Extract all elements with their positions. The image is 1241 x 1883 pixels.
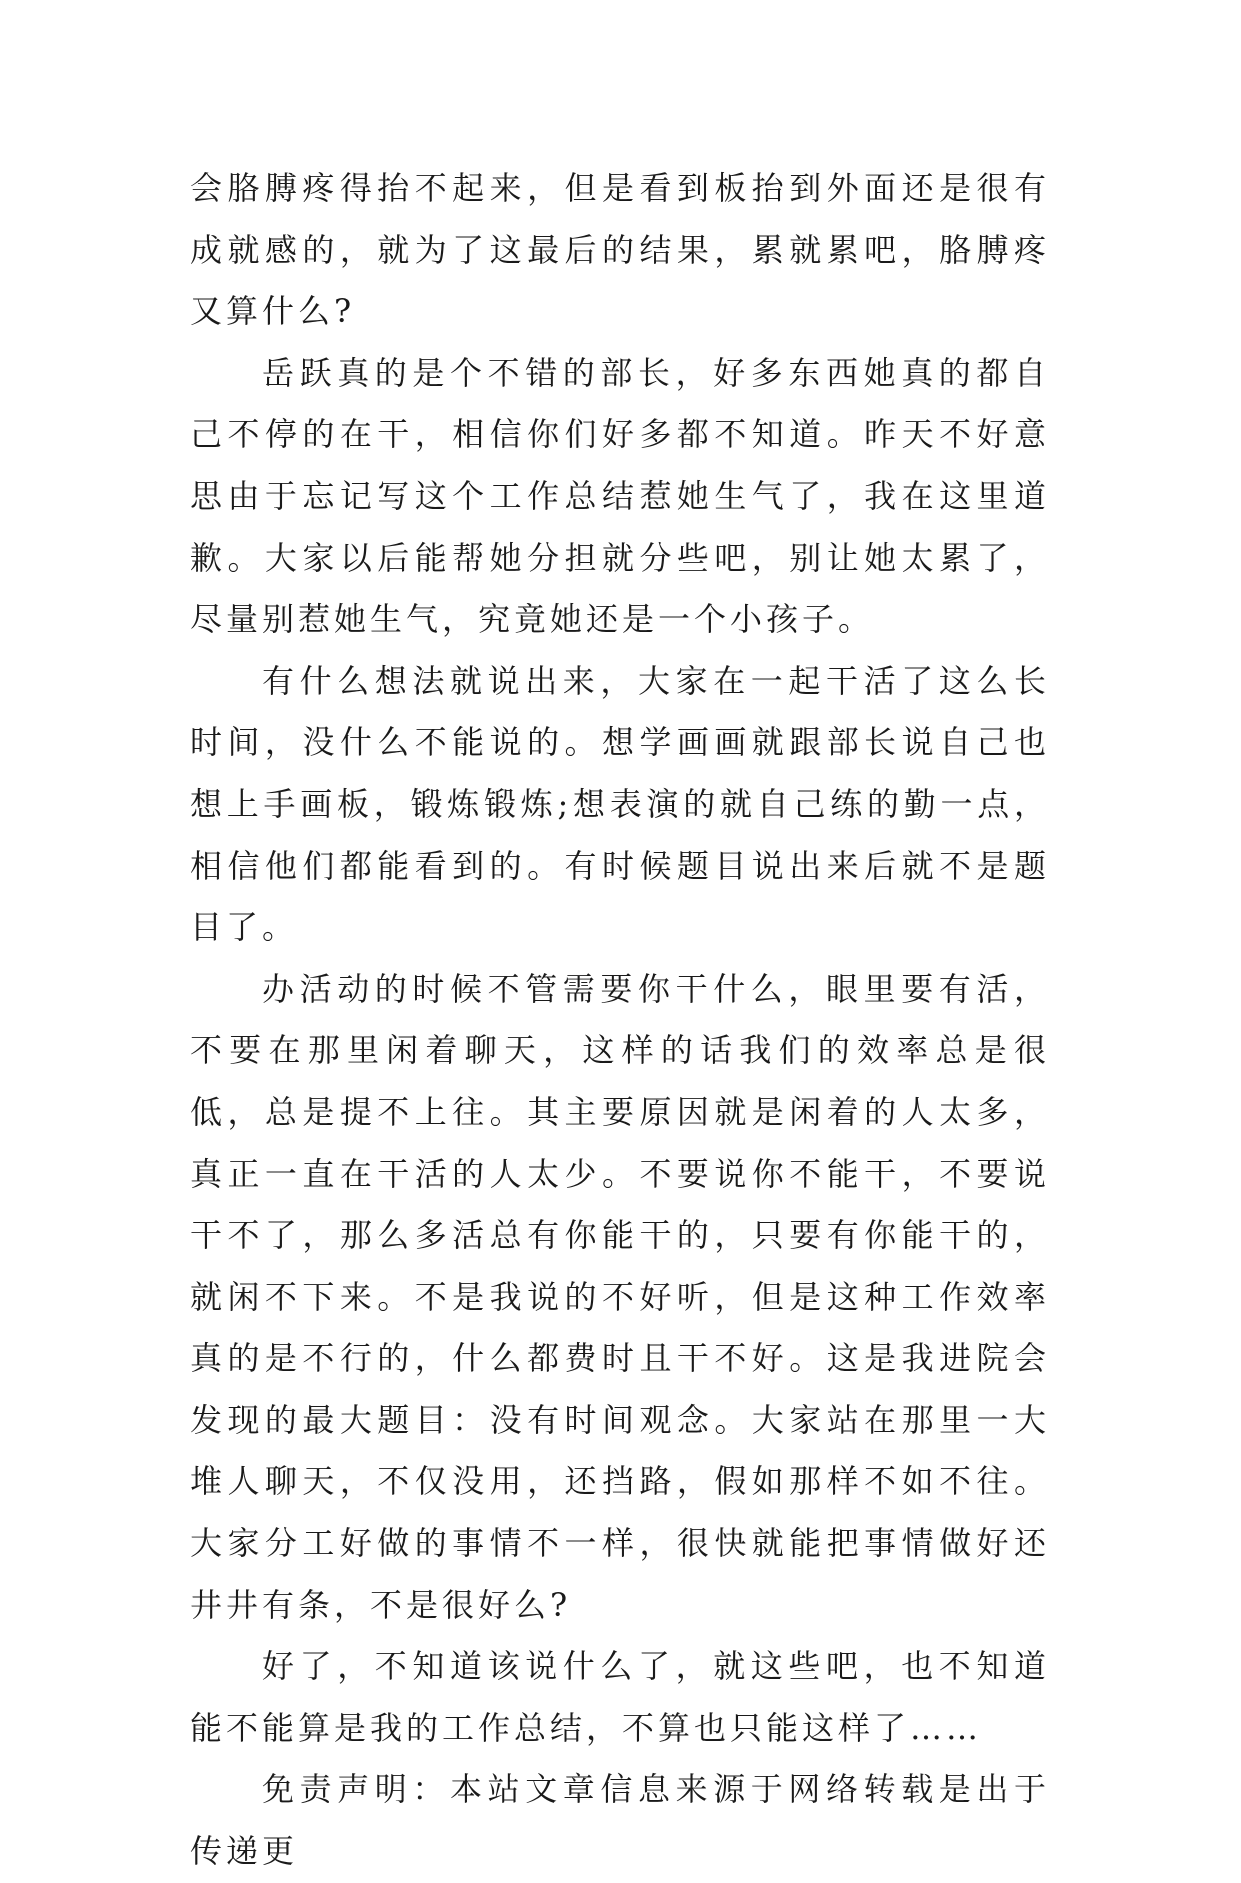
document-body xyxy=(190,158,1050,1883)
paragraph-5: 好了，不知道该说什么了，就这些吧，也不知道能不能算是我的工作总结，不算也只能这样了…… xyxy=(190,1647,1050,1747)
paragraph-disclaimer: 免责声明：本站文章信息来源于网络转载是出于传递更 xyxy=(190,1770,1050,1871)
paragraph-2: 岳跃真的是个不错的部长，好多东西她真的都自己不停的在干，相信你们好多都不知道。昨天不好意思由于忘记写这个工作总结惹她生气了，我在这里道歉。大家以后能帮她分担就分些吧，别让她太累了，尽量别惹她生气，究竟她还是一个小孩子。 xyxy=(190,353,1050,639)
paragraph-3: 有什么想法就说出来，大家在一起干活了这么长时间，没什么不能说的。想学画画就跟部长说自己也想上手画板，锻炼锻炼;想表演的就自己练的勤一点，相信他们都能看到的。有时候题目说出来后就不是题目了。 xyxy=(190,661,1050,947)
paragraph-4: 办活动的时候不管需要你干什么，眼里要有活，不要在那里闲着聊天，这样的话我们的效率总是很低，总是提不上往。其主要原因就是闲着的人太多，真正一直在干活的人太少。不要说你不能干，不要说干不了，那么多活总有你能干的，只要有你能干的，就闲不下来。不是我说的不好听，但是这种工作效率真的是不行的，什么都费时且干不好。这是我进院会发现的最大题目：没有时间观念。大家站在那里一大堆人聊天，不仅没用，还挡路，假如那样不如不往。大家分工好做的事情不一样，很快就能把事情做好还井井有条，不是很好么? xyxy=(190,969,1050,1624)
paragraph-1: 会胳膊疼得抬不起来，但是看到板抬到外面还是很有成就感的，就为了这最后的结果，累就累吧，胳膊疼又算什么? xyxy=(190,169,1050,331)
